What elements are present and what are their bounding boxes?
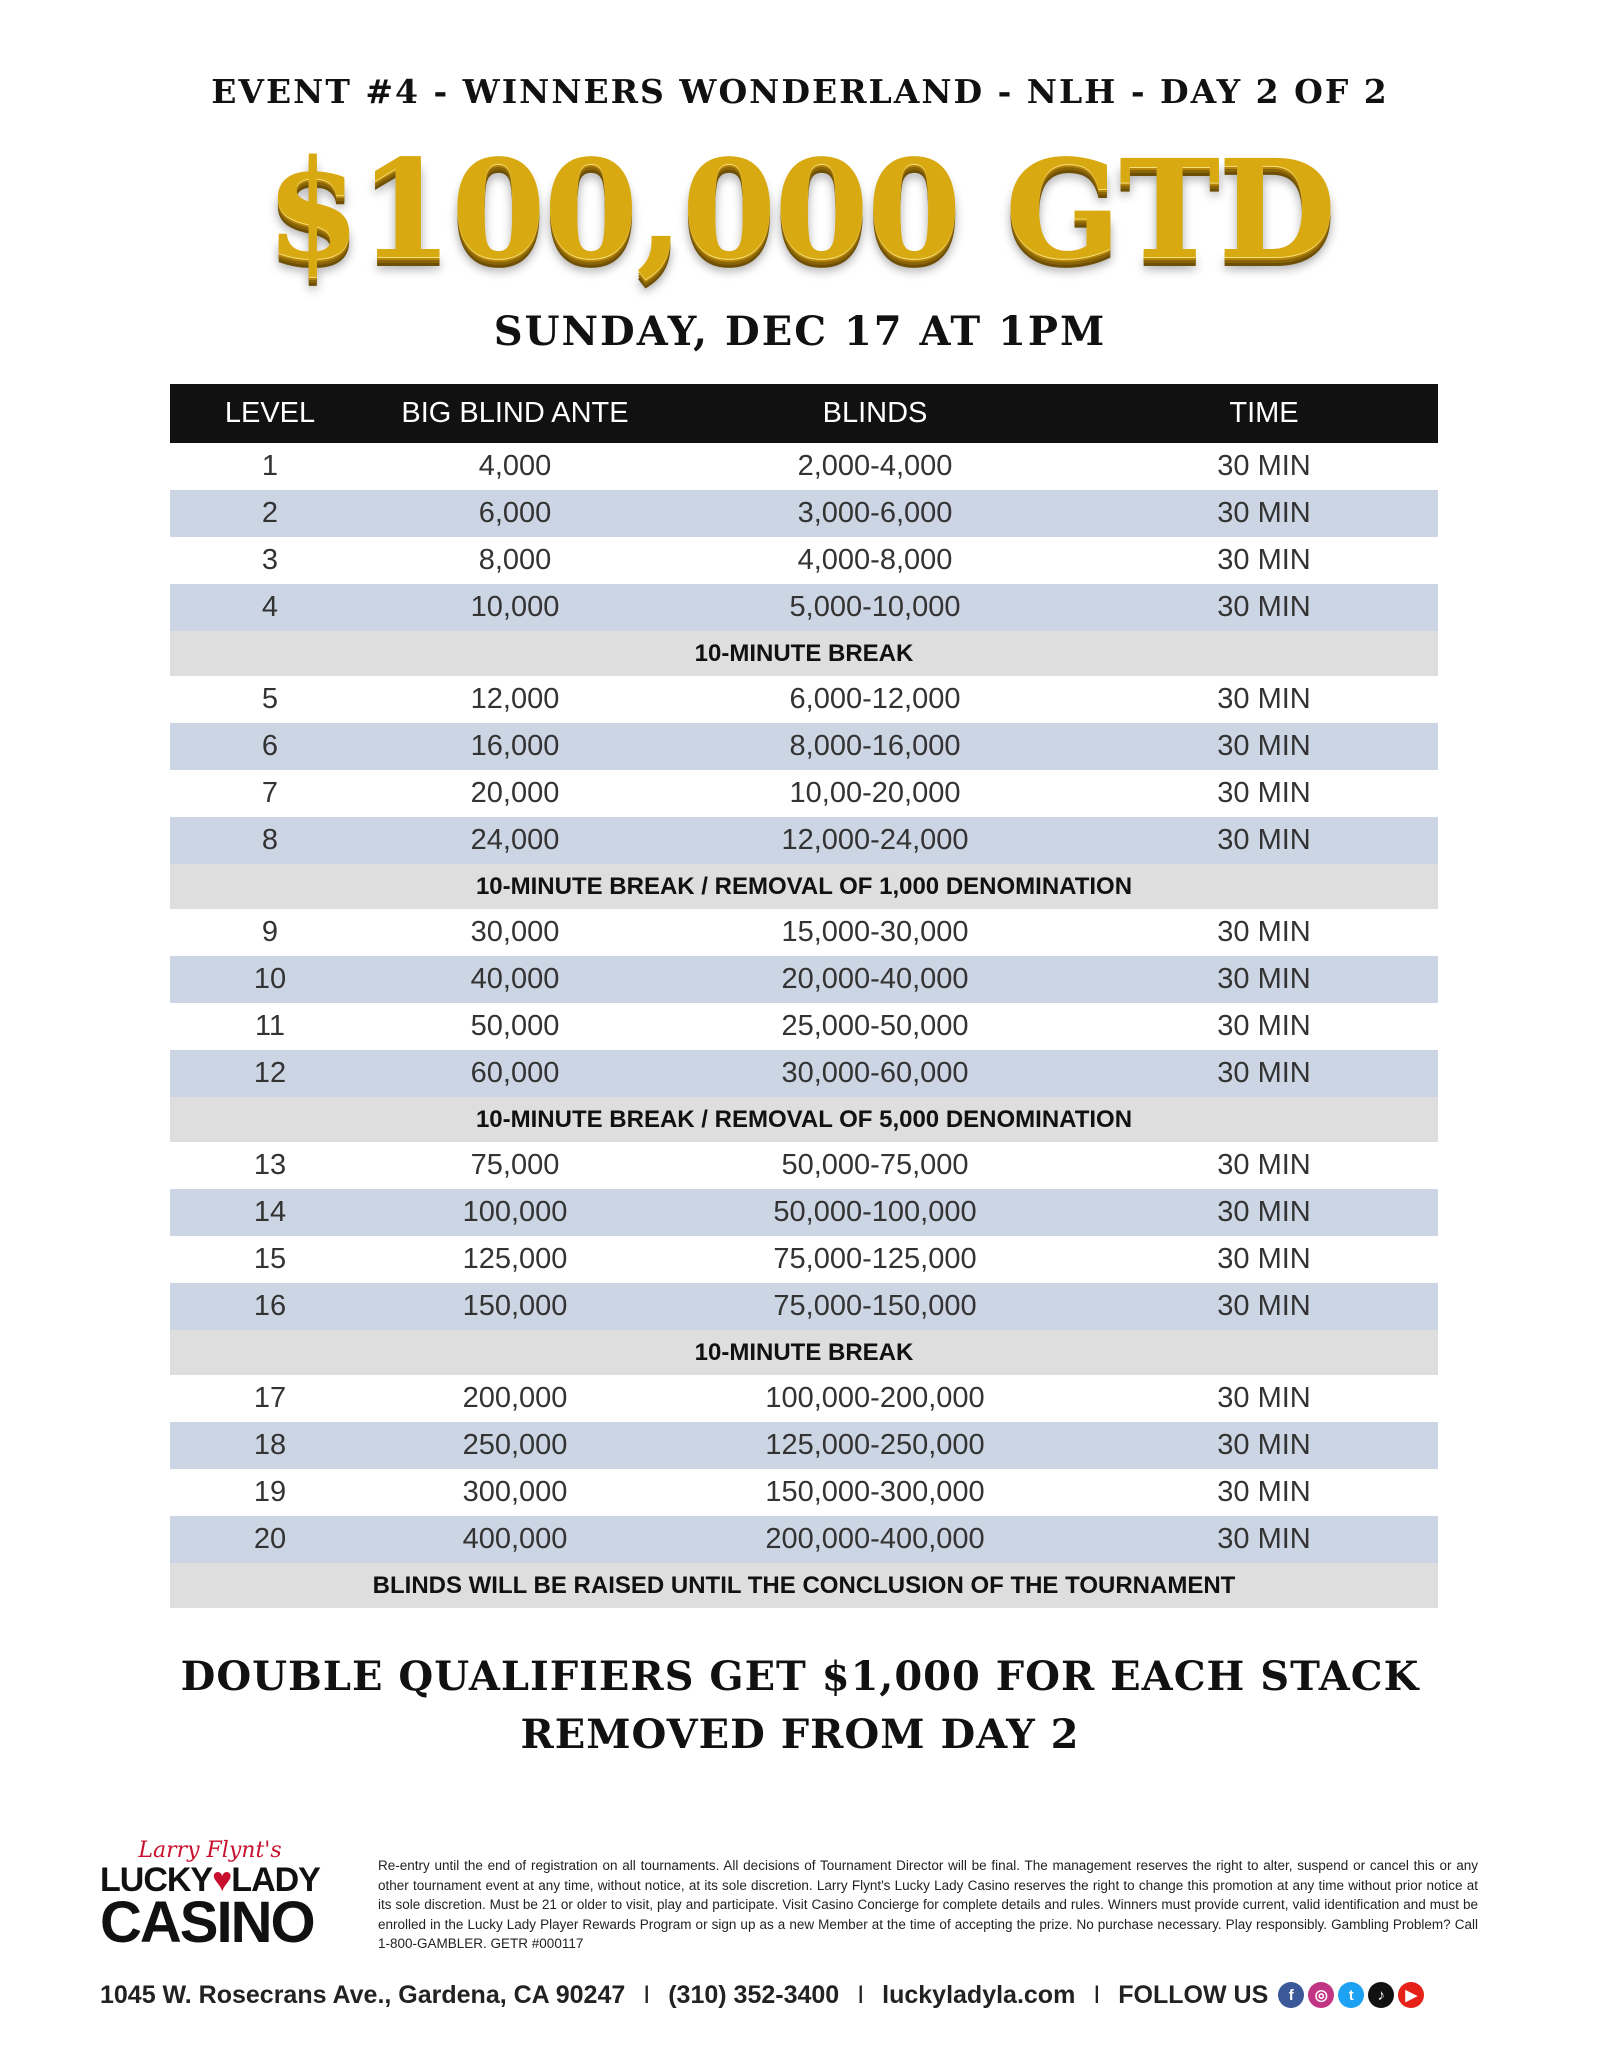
cell-time: 30 MIN bbox=[1217, 450, 1311, 482]
cell-time: 30 MIN bbox=[1217, 777, 1311, 809]
cell-ante: 150,000 bbox=[370, 1283, 660, 1330]
cell-level: 2 bbox=[170, 490, 370, 537]
cell-blinds: 2,000-4,000 bbox=[797, 450, 953, 482]
cell-level: 5 bbox=[261, 683, 279, 715]
table-row bbox=[170, 584, 1438, 631]
footer-address: 1045 W. Rosecrans Ave., Gardena, CA 90247 bbox=[100, 1980, 626, 2009]
cell-time: 30 MIN bbox=[1217, 1243, 1311, 1275]
cell-ante: 30,000 bbox=[470, 916, 560, 948]
cell-ante: 24,000 bbox=[370, 817, 660, 864]
disclaimer-text: Re-entry until the end of registration on all tournaments. All decisions of Tournament Director will be final. The management reserves the right to alter, suspend or cancel this or any other tournament event at any time, without notice, at its sole discretion. Larry Flynt's Lucky Lady Casino reserves the right to change this promotion at any time without prior notice at its sole discretion. Must be 21 or older to visit, play and participate. Visit Casino Concierge for complete details and rules. Winners must provide current, valid identification and must be enrolled in the Lucky Lady Player Rewards Program or sign up as a new Member at the time of accepting the prize. No purchase necessary. Play responsibly. Gambling Problem? Call 1-800-GAMBLER. GETR #000117 bbox=[378, 1858, 1478, 1951]
cell-level: 7 bbox=[261, 777, 279, 809]
cell-time: 30 MIN bbox=[1090, 817, 1438, 864]
logo-script-text: Larry Flynt's bbox=[138, 1838, 282, 1863]
break-row bbox=[170, 631, 1438, 676]
blind-schedule-table bbox=[170, 384, 1438, 1608]
cell-blinds: 125,000-250,000 bbox=[660, 1422, 1090, 1469]
table-row bbox=[170, 1189, 1438, 1236]
table-row bbox=[170, 676, 1438, 723]
cell-time: 30 MIN bbox=[1217, 544, 1311, 576]
table-row bbox=[170, 770, 1438, 817]
cell-ante: 12,000 bbox=[470, 683, 560, 715]
cell-time: 30 MIN bbox=[1090, 1516, 1438, 1563]
footer-website[interactable]: luckyladyla.com bbox=[882, 1980, 1076, 2009]
cell-level: 9 bbox=[261, 916, 279, 948]
table-row bbox=[170, 723, 1438, 770]
break-row bbox=[170, 864, 1438, 909]
facebook-icon[interactable]: f bbox=[1278, 1982, 1304, 2008]
cell-ante: 250,000 bbox=[370, 1422, 660, 1469]
lucky-lady-casino-logo bbox=[100, 1838, 360, 1958]
table-row bbox=[170, 1469, 1438, 1516]
break-row bbox=[170, 1097, 1438, 1142]
table-row bbox=[170, 1375, 1438, 1422]
logo-casino: CASINO bbox=[100, 1890, 314, 1955]
table-header-row bbox=[170, 384, 1438, 443]
cell-ante: 16,000 bbox=[370, 723, 660, 770]
cell-level: 8 bbox=[170, 817, 370, 864]
break-text: 10-MINUTE BREAK / REMOVAL OF 1,000 DENOMINATION bbox=[170, 864, 1438, 909]
cell-time: 30 MIN bbox=[1090, 1422, 1438, 1469]
cell-ante: 400,000 bbox=[370, 1516, 660, 1563]
qualifier-line-1: DOUBLE QUALIFIERS GET $1,000 FOR EACH STACK bbox=[180, 1653, 1420, 1700]
cell-level: 3 bbox=[261, 544, 279, 576]
youtube-icon[interactable]: ▶ bbox=[1398, 1982, 1424, 2008]
cell-time: 30 MIN bbox=[1217, 1476, 1311, 1508]
table-row bbox=[170, 1142, 1438, 1189]
logo-lucky: LUCKY bbox=[100, 1861, 213, 1899]
cell-ante: 200,000 bbox=[462, 1382, 568, 1414]
cell-blinds: 50,000-75,000 bbox=[781, 1149, 969, 1181]
cell-time: 30 MIN bbox=[1090, 1189, 1438, 1236]
cell-ante: 4,000 bbox=[478, 450, 552, 482]
heart-icon: ♥ bbox=[212, 1861, 232, 1899]
cell-ante: 6,000 bbox=[370, 490, 660, 537]
column-header-level: LEVEL bbox=[170, 384, 370, 443]
cell-blinds: 30,000-60,000 bbox=[660, 1050, 1090, 1097]
footer-separator: I bbox=[1093, 1980, 1101, 2009]
table-row bbox=[170, 956, 1438, 1003]
table-row bbox=[170, 1283, 1438, 1330]
cell-ante: 60,000 bbox=[370, 1050, 660, 1097]
cell-level: 12 bbox=[170, 1050, 370, 1097]
cell-level: 15 bbox=[253, 1243, 287, 1275]
cell-level: 10 bbox=[170, 956, 370, 1003]
footer-contact-bar bbox=[100, 1975, 1520, 2015]
event-date: SUNDAY, DEC 17 AT 1PM bbox=[493, 308, 1107, 355]
table-row bbox=[170, 1050, 1438, 1097]
cell-time: 30 MIN bbox=[1217, 1149, 1311, 1181]
cell-blinds: 8,000-16,000 bbox=[660, 723, 1090, 770]
cell-level: 11 bbox=[254, 1010, 286, 1042]
cell-ante: 8,000 bbox=[478, 544, 552, 576]
footer-follow-us: FOLLOW US bbox=[1118, 1980, 1269, 2009]
cell-level: 4 bbox=[170, 584, 370, 631]
cell-time: 30 MIN bbox=[1217, 683, 1311, 715]
cell-blinds: 50,000-100,000 bbox=[660, 1189, 1090, 1236]
logo-lady: LADY bbox=[231, 1861, 320, 1899]
break-row bbox=[170, 1330, 1438, 1375]
cell-level: 1 bbox=[261, 450, 279, 482]
table-row bbox=[170, 1003, 1438, 1050]
instagram-icon[interactable]: ◎ bbox=[1308, 1982, 1334, 2008]
cell-blinds: 150,000-300,000 bbox=[765, 1476, 985, 1508]
cell-time: 30 MIN bbox=[1217, 1382, 1311, 1414]
table-row bbox=[170, 1422, 1438, 1469]
cell-blinds: 200,000-400,000 bbox=[660, 1516, 1090, 1563]
cell-time: 30 MIN bbox=[1090, 584, 1438, 631]
footer-separator: I bbox=[857, 1980, 865, 2009]
cell-level: 6 bbox=[170, 723, 370, 770]
cell-blinds: 10,00-20,000 bbox=[789, 777, 961, 809]
footer-separator: I bbox=[643, 1980, 651, 2009]
footer-phone[interactable]: (310) 352-3400 bbox=[668, 1980, 840, 2009]
cell-blinds: 15,000-30,000 bbox=[781, 916, 969, 948]
cell-ante: 75,000 bbox=[470, 1149, 560, 1181]
cell-time: 30 MIN bbox=[1090, 1283, 1438, 1330]
cell-level: 20 bbox=[170, 1516, 370, 1563]
cell-ante: 50,000 bbox=[470, 1010, 560, 1042]
table-body bbox=[170, 443, 1438, 1608]
cell-level: 19 bbox=[253, 1476, 287, 1508]
table-row bbox=[170, 909, 1438, 956]
table-row bbox=[170, 443, 1438, 490]
cell-blinds: 100,000-200,000 bbox=[765, 1382, 985, 1414]
cell-blinds: 6,000-12,000 bbox=[789, 683, 961, 715]
break-text: 10-MINUTE BREAK bbox=[170, 1330, 1438, 1375]
cell-level: 17 bbox=[253, 1382, 287, 1414]
column-header-time: TIME bbox=[1090, 384, 1438, 443]
cell-ante: 40,000 bbox=[370, 956, 660, 1003]
cell-ante: 20,000 bbox=[470, 777, 560, 809]
column-header-blinds: BLINDS bbox=[660, 384, 1090, 443]
cell-level: 16 bbox=[170, 1283, 370, 1330]
cell-ante: 125,000 bbox=[462, 1243, 568, 1275]
cell-ante: 10,000 bbox=[370, 584, 660, 631]
prize-title: $100,000 GTD bbox=[265, 130, 1335, 290]
cell-time: 30 MIN bbox=[1217, 1010, 1311, 1042]
break-row bbox=[170, 1563, 1438, 1608]
cell-blinds: 12,000-24,000 bbox=[660, 817, 1090, 864]
break-text: BLINDS WILL BE RAISED UNTIL THE CONCLUSION OF THE TOURNAMENT bbox=[170, 1563, 1438, 1608]
cell-time: 30 MIN bbox=[1090, 1050, 1438, 1097]
cell-time: 30 MIN bbox=[1090, 723, 1438, 770]
cell-blinds: 20,000-40,000 bbox=[660, 956, 1090, 1003]
cell-time: 30 MIN bbox=[1090, 956, 1438, 1003]
cell-time: 30 MIN bbox=[1217, 916, 1311, 948]
table-row bbox=[170, 490, 1438, 537]
cell-blinds: 75,000-150,000 bbox=[660, 1283, 1090, 1330]
cell-blinds: 3,000-6,000 bbox=[660, 490, 1090, 537]
cell-time: 30 MIN bbox=[1090, 490, 1438, 537]
social-icons bbox=[1278, 1982, 1424, 2008]
cell-blinds: 75,000-125,000 bbox=[773, 1243, 977, 1275]
table-row bbox=[170, 817, 1438, 864]
qualifier-note bbox=[0, 1648, 1600, 1764]
table-row bbox=[170, 1236, 1438, 1283]
cell-level: 14 bbox=[170, 1189, 370, 1236]
qualifier-line-2: REMOVED FROM DAY 2 bbox=[520, 1711, 1080, 1758]
cell-blinds: 4,000-8,000 bbox=[797, 544, 953, 576]
cell-ante: 300,000 bbox=[462, 1476, 568, 1508]
cell-ante: 100,000 bbox=[370, 1189, 660, 1236]
cell-level: 13 bbox=[253, 1149, 287, 1181]
break-text: 10-MINUTE BREAK / REMOVAL OF 5,000 DENOMINATION bbox=[170, 1097, 1438, 1142]
table-row bbox=[170, 537, 1438, 584]
cell-blinds: 25,000-50,000 bbox=[781, 1010, 969, 1042]
column-header-ante: BIG BLIND ANTE bbox=[370, 384, 660, 443]
twitter-icon[interactable]: t bbox=[1338, 1982, 1364, 2008]
tiktok-icon[interactable]: ♪ bbox=[1368, 1982, 1394, 2008]
event-title: EVENT #4 - WINNERS WONDERLAND - NLH - DAY 2 OF 2 bbox=[211, 72, 1389, 111]
break-text: 10-MINUTE BREAK bbox=[170, 631, 1438, 676]
cell-blinds: 5,000-10,000 bbox=[660, 584, 1090, 631]
table-row bbox=[170, 1516, 1438, 1563]
cell-level: 18 bbox=[170, 1422, 370, 1469]
